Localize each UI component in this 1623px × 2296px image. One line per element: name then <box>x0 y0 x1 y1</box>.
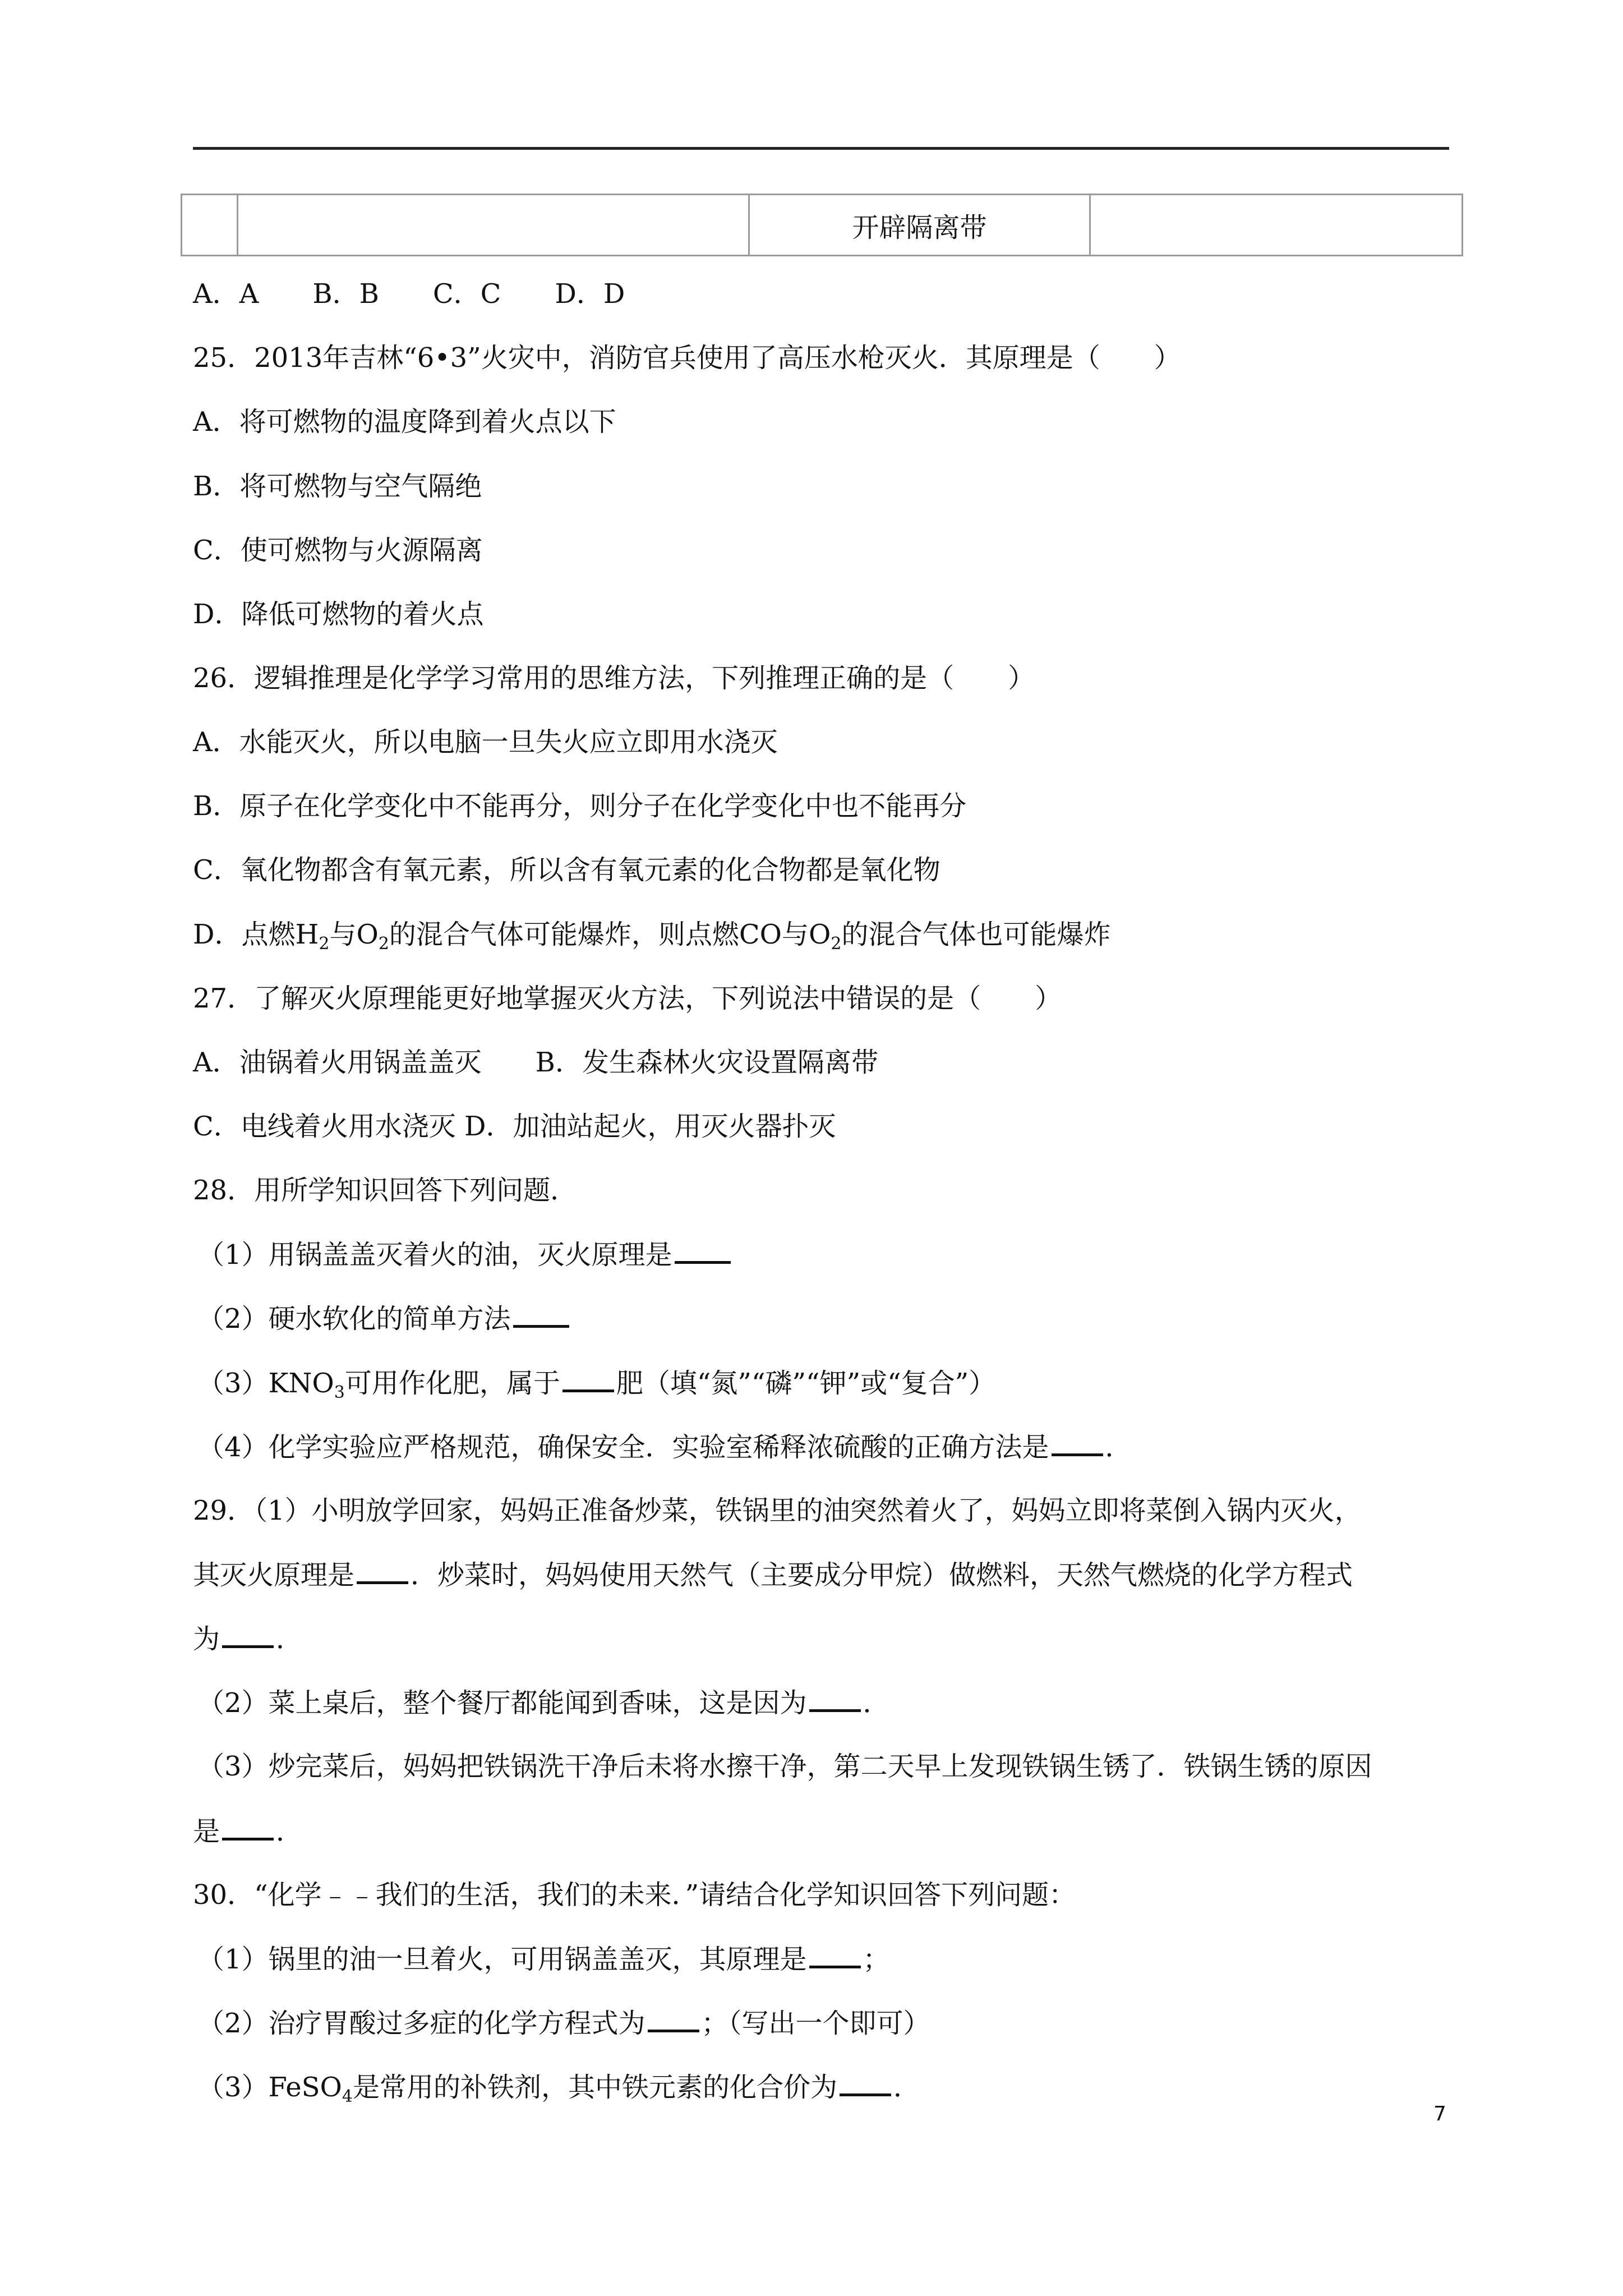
q27-options-row2: C．电线着火用水浇灭 D．加油站起火，用灭火器扑灭 <box>193 1111 836 1142</box>
q25-stem: 25．2013年吉林“6•3”火灾中，消防官兵使用了高压水枪灭火．其原理是（ ） <box>193 342 1181 374</box>
q30-part3-text-a: （3）FeSO <box>197 2072 342 2103</box>
q28-part3 <box>197 1366 995 1400</box>
q29-line6-text-b: ． <box>276 1816 303 1847</box>
q28-part2-text: （2）硬水软化的简单方法 <box>197 1303 511 1335</box>
table-cell-principle <box>1090 195 1463 256</box>
answer-blank[interactable] <box>222 1814 274 1841</box>
q26-option-a: A．水能灭火，所以电脑一旦失火应立即用水浇灭 <box>193 726 778 758</box>
q29-line1: 29．（1）小明放学回家，妈妈正准备炒菜，铁锅里的油突然着火了，妈妈立即将菜倒入锅内灭火， <box>193 1495 1362 1526</box>
q30-part3-text-b: 是常用的补铁剂，其中铁元素的化合价为 <box>352 2072 837 2103</box>
q29-line3 <box>193 1622 303 1656</box>
q27-options-row1: A．油锅着火用锅盖盖灭 B．发生森林火灾设置隔离带 <box>193 1047 878 1078</box>
q29-line6 <box>193 1814 303 1848</box>
q25-option-a: A．将可燃物的温度降到着火点以下 <box>193 406 616 438</box>
q30-part1-text-b: ； <box>863 1944 890 1975</box>
answer-blank[interactable] <box>357 1558 408 1584</box>
q26-d-part4: 的混合气体也可能爆炸 <box>841 919 1111 950</box>
q30-part3-sub: 4 <box>342 2087 353 2106</box>
q30-stem: 30．“化学﹣﹣我们的生活，我们的未来．”请结合化学知识回答下列问题： <box>193 1879 1076 1911</box>
table-cell-method: 开辟隔离带 <box>749 195 1090 256</box>
table-cell-option <box>238 195 749 256</box>
table-row <box>182 195 1463 256</box>
q28-part3-text-b: 可用作化肥，属于 <box>344 1368 560 1399</box>
answer-blank[interactable] <box>562 1366 614 1392</box>
answer-blank[interactable] <box>1052 1430 1103 1456</box>
q28-part2 <box>197 1301 571 1336</box>
q30-part1 <box>197 1942 890 1976</box>
q30-part2-text-b: ；（写出一个即可） <box>701 2008 930 2039</box>
q26-option-c: C．氧化物都含有氧元素，所以含有氧元素的化合物都是氧化物 <box>193 854 940 886</box>
q28-part3-text-a: （3）KNO <box>197 1368 334 1399</box>
q29-line2 <box>193 1558 1353 1592</box>
q28-part3-text-c: 肥（填“氮”“磷”“钾”或“复合”） <box>616 1368 996 1399</box>
q30-part1-text-a: （1）锅里的油一旦着火，可用锅盖盖灭，其原理是 <box>197 1944 807 1975</box>
q30-part2 <box>197 2006 930 2040</box>
q25-option-d: D．降低可燃物的着火点 <box>193 599 484 630</box>
q28-part4-text-b: ． <box>1105 1432 1132 1463</box>
q26-d-sub2: 2 <box>378 934 389 954</box>
q30-part3-text-c: ． <box>893 2072 920 2103</box>
q24-options: A．A B．B C．C D．D <box>193 278 625 310</box>
header-rule <box>193 147 1449 150</box>
q27-stem: 27．了解灭火原理能更好地掌握灭火方法，下列说法中错误的是（ ） <box>193 983 1062 1014</box>
q26-d-part2: 与O <box>329 919 379 950</box>
table-cell-index <box>182 195 238 256</box>
q26-stem: 26．逻辑推理是化学学习常用的思维方法，下列推理正确的是（ ） <box>193 662 1035 694</box>
q30-part2-text-a: （2）治疗胃酸过多症的化学方程式为 <box>197 2008 645 2039</box>
q26-d-sub1: 2 <box>319 934 330 954</box>
q28-part3-sub: 3 <box>334 1383 345 1402</box>
q26-d-sub3: 2 <box>831 934 842 954</box>
q29-line4 <box>197 1686 890 1720</box>
q26-d-part1: D．点燃H <box>193 919 319 950</box>
q26-d-part3: 的混合气体可能爆炸，则点燃CO与O <box>389 919 831 950</box>
q30-part3 <box>197 2070 920 2104</box>
answer-blank[interactable] <box>809 1686 861 1712</box>
q29-line4-text-b: ． <box>863 1687 890 1719</box>
answer-blank[interactable] <box>513 1301 569 1328</box>
q28-stem: 28．用所学知识回答下列问题． <box>193 1175 578 1206</box>
q25-option-c: C．使可燃物与火源隔离 <box>193 535 483 566</box>
q28-part1-text: （1）用锅盖盖灭着火的油，灭火原理是 <box>197 1239 672 1271</box>
q29-line6-text-a: 是 <box>193 1816 220 1847</box>
q29-line2-text-a: 其灭火原理是 <box>193 1559 355 1591</box>
q28-part4-text-a: （4）化学实验应严格规范，确保安全．实验室稀释浓硫酸的正确方法是 <box>197 1432 1049 1463</box>
q29-line3-text-b: ． <box>276 1623 303 1655</box>
q28-part1 <box>197 1237 733 1272</box>
q29-line5: （3）炒完菜后，妈妈把铁锅洗干净后未将水擦干净，第二天早上发现铁锅生锈了．铁锅生锈的原因 <box>197 1751 1372 1782</box>
q29-line4-text-a: （2）菜上桌后，整个餐厅都能闻到香味，这是因为 <box>197 1687 807 1719</box>
answer-blank[interactable] <box>222 1622 274 1648</box>
q29-line2-text-b: ．炒菜时，妈妈使用天然气（主要成分甲烷）做燃料，天然气燃烧的化学方程式 <box>411 1559 1353 1591</box>
q26-option-d <box>193 918 1111 954</box>
q25-option-b: B．将可燃物与空气隔绝 <box>193 471 482 502</box>
answer-blank[interactable] <box>809 1942 861 1968</box>
q28-part4 <box>197 1430 1132 1464</box>
answer-blank[interactable] <box>648 2006 699 2032</box>
answer-blank[interactable] <box>675 1237 731 1264</box>
page-number: 7 <box>1433 2102 1446 2125</box>
q29-line3-text-a: 为 <box>193 1623 220 1655</box>
answer-blank[interactable] <box>840 2070 891 2096</box>
answer-table-fragment <box>181 194 1463 256</box>
q26-option-b: B．原子在化学变化中不能再分，则分子在化学变化中也不能再分 <box>193 790 967 822</box>
